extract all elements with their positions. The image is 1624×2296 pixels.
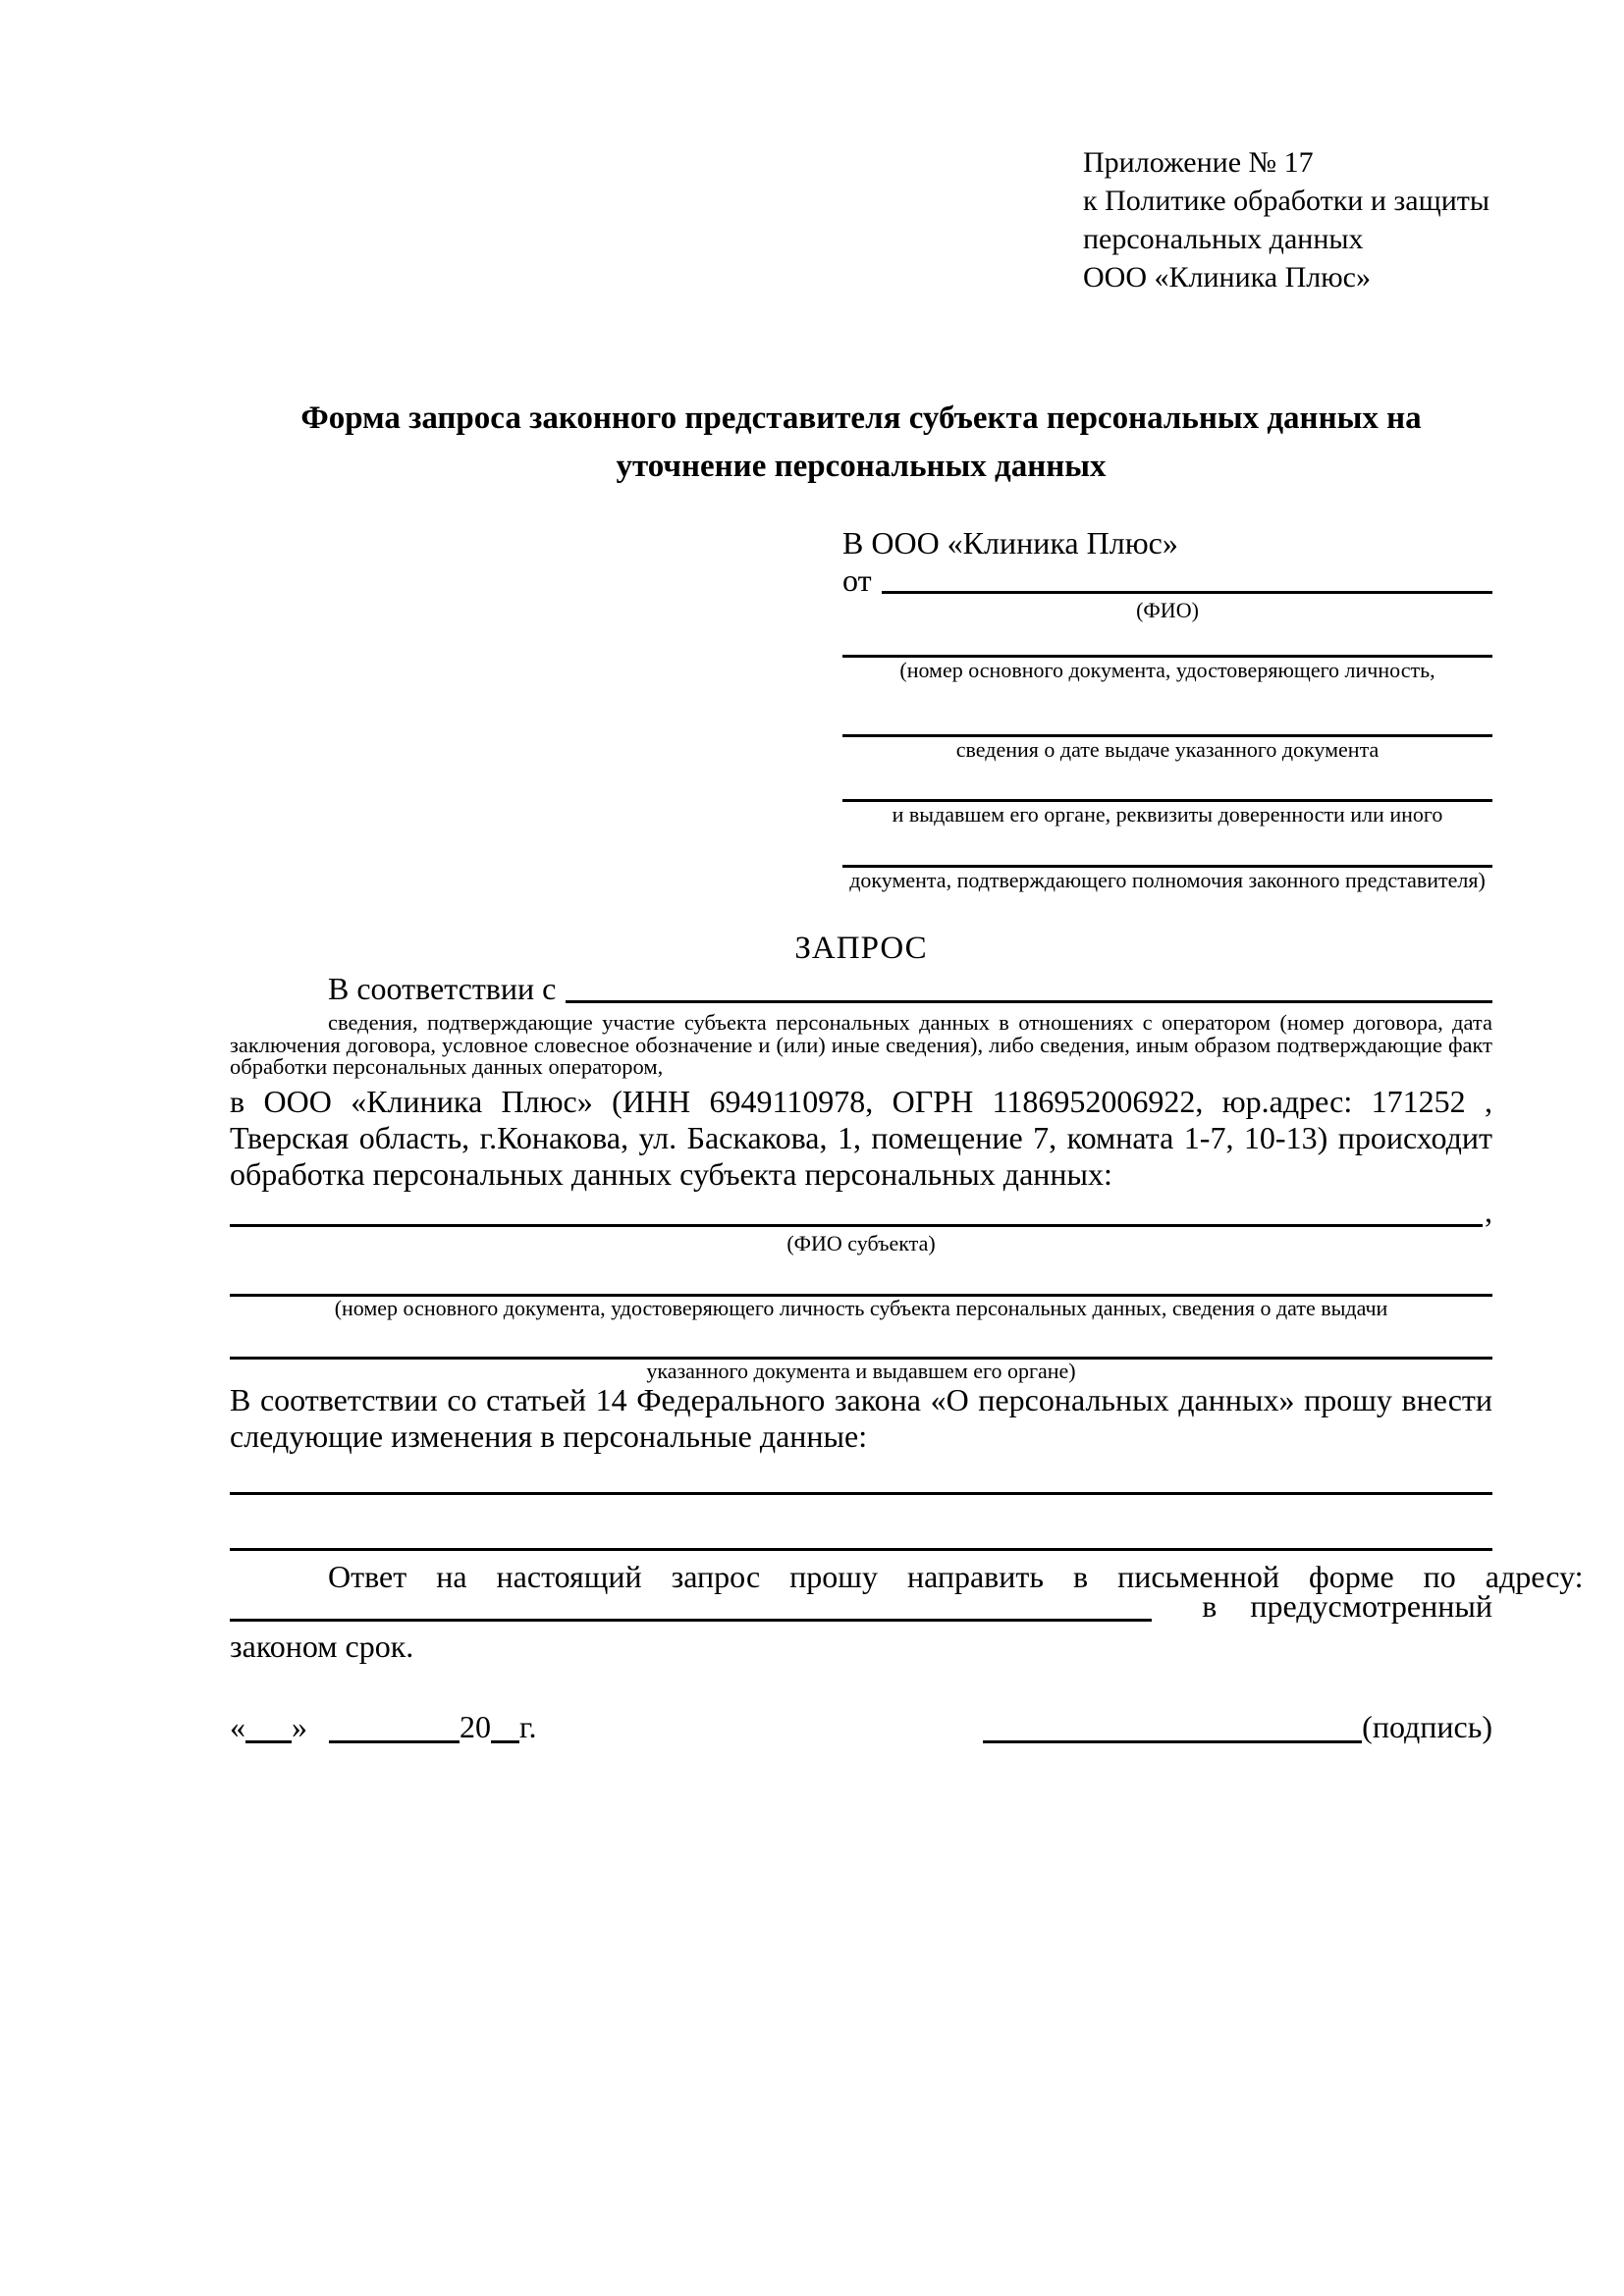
representative-doc-line-3 xyxy=(842,764,1492,802)
representative-doc-caption-1: (номер основного документа, удостоверяющего личность, xyxy=(899,658,1435,682)
document-title: Форма запроса законного представителя субъекта персональных данных на уточнение персональных данных xyxy=(300,400,1422,484)
representative-doc-caption-2: сведения о дате выдаче указанного документа xyxy=(955,737,1380,762)
subject-doc-caption-1: (номер основного документа, удостоверяющего личность субъекта персональных данных, сведения о дате выдачи xyxy=(334,1296,1388,1320)
subject-fio-row xyxy=(230,1194,1492,1229)
signature-caption: (подпись) xyxy=(1362,1709,1492,1744)
fio-caption: (ФИО) xyxy=(1136,598,1199,622)
date-year-prefix: 20 xyxy=(460,1709,491,1744)
request-heading: ЗАПРОС xyxy=(794,931,928,966)
date-open-quote: « xyxy=(230,1709,245,1744)
date-signature-row xyxy=(230,1708,1492,1745)
reply-paragraph-line2 xyxy=(230,1588,1492,1624)
representative-doc-line-4 xyxy=(842,829,1492,868)
changes-blank-line-1 xyxy=(230,1460,1492,1495)
subject-doc-caption-2: указанного документа и выдавшем его органе) xyxy=(646,1359,1076,1383)
signature-field xyxy=(983,1708,1492,1745)
operator-paragraph: в ООО «Клиника Плюс» (ИНН 6949110978, ОГРН 1186952006922, юр.адрес: 171252 , Тверская область, г.Конакова, ул. Баскакова, 1, помещение 7, комната 1-7, 10-13) происходит обработка персональных данных субъекта персональных данных: xyxy=(230,1084,1492,1192)
appendix-policy-line: к Политике обработки и защиты xyxy=(1083,185,1490,217)
intro-prefix: В соответствии с xyxy=(328,971,557,1006)
appendix-policy-line2: персональных данных xyxy=(1083,223,1364,255)
representative-doc-line-2 xyxy=(842,699,1492,737)
representative-doc-caption-4: документа, подтверждающего полномочия законного представителя) xyxy=(849,868,1486,892)
from-row xyxy=(842,564,1492,596)
law-paragraph: В соответствии со статьей 14 Федерального закона «О персональных данных» прошу внести следующие изменения в персональные данные: xyxy=(230,1382,1492,1454)
reply-right-text xyxy=(1202,1588,1492,1624)
subject-doc-line-2 xyxy=(230,1321,1492,1360)
intro-fill-line xyxy=(566,1000,1492,1003)
from-label: от xyxy=(842,562,872,598)
appendix-number: Приложение № 17 xyxy=(1083,146,1314,179)
subject-doc-line-1 xyxy=(230,1258,1492,1297)
reply-address-line xyxy=(230,1619,1152,1622)
reply-right-word2: предусмотренный xyxy=(1250,1588,1492,1624)
changes-blank-line-2 xyxy=(230,1516,1492,1551)
reply-paragraph-tail: законом срок. xyxy=(230,1629,414,1664)
appendix-header xyxy=(1083,143,1489,296)
from-fill-line xyxy=(882,591,1492,594)
addressee-org: В ООО «Клиника Плюс» xyxy=(842,525,1178,561)
signature-line xyxy=(983,1740,1362,1743)
representative-doc-caption-3: и выдавшем его органе, реквизиты доверенности или иного xyxy=(892,802,1443,827)
date-field xyxy=(230,1708,537,1745)
date-year-suffix: г. xyxy=(519,1709,537,1744)
appendix-org: ООО «Клиника Плюс» xyxy=(1083,261,1371,294)
intro-footnote: сведения, подтверждающие участие субъекта персональных данных в отношениях с оператором (номер договора, дата заключения договора, условное словесное обозначение и (или) иные сведения), либо сведения, иным образом подтверждающие факт обработки персональных данных оператором, xyxy=(230,1010,1492,1079)
date-month-line xyxy=(329,1735,460,1743)
reply-right-word1: в xyxy=(1202,1588,1218,1624)
representative-doc-line-1 xyxy=(842,621,1492,658)
subject-fio-comma: , xyxy=(1485,1194,1492,1229)
intro-row xyxy=(230,972,1492,1005)
addressee-block xyxy=(842,521,1492,891)
reply-paragraph-line1: Ответ на настоящий запрос прошу направить в письменной форме по адресу: xyxy=(328,1559,1584,1594)
subject-fio-line xyxy=(230,1224,1483,1227)
date-day-line xyxy=(245,1735,292,1743)
date-year-line xyxy=(491,1735,519,1743)
subject-fio-caption: (ФИО субъекта) xyxy=(786,1231,936,1255)
date-close-quote: » xyxy=(292,1709,307,1744)
